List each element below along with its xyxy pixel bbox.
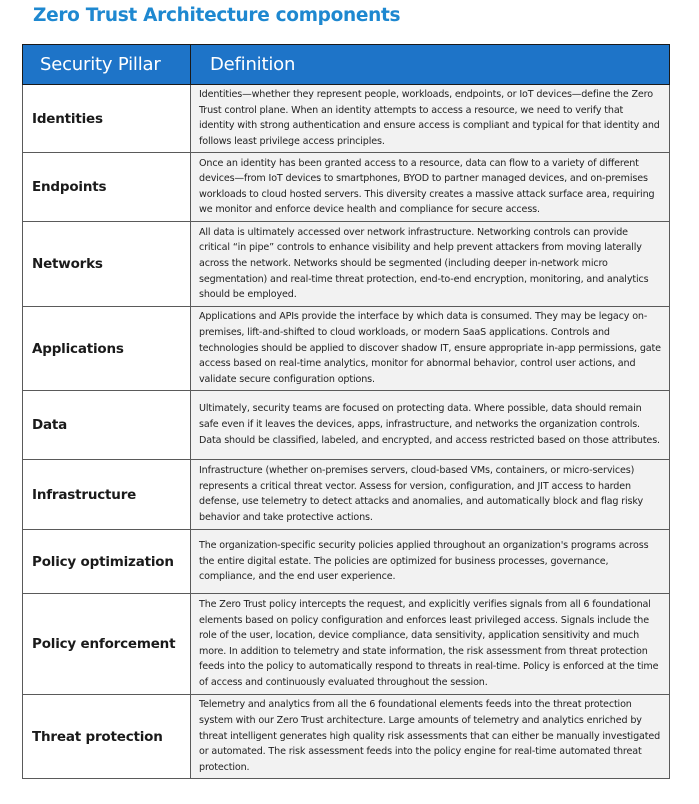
table-row-data xyxy=(23,391,670,460)
table-body xyxy=(23,85,670,779)
page-title: Zero Trust Architecture components xyxy=(33,5,401,26)
definition-cell: The organization-specific security policies applied throughout an organization's programs across the entire digital estate. The policies are optimized for business processes, governance, compliance, and the end user experience. xyxy=(191,530,670,594)
zero-trust-components-table xyxy=(22,44,670,779)
pillar-cell: Endpoints xyxy=(23,153,191,222)
pillar-cell: Policy enforcement xyxy=(23,594,191,695)
pillar-cell: Data xyxy=(23,391,191,460)
table-row-infrastructure xyxy=(23,460,670,530)
table-row-threat-protection xyxy=(23,695,670,779)
column-header-definition: Definition xyxy=(191,45,670,85)
table-row-identities xyxy=(23,85,670,153)
definition-cell: Identities—whether they represent people, workloads, endpoints, or IoT devices—define the Zero Trust control plane. When an identity attempts to access a resource, we need to verify that identity with strong authentication and ensure access is compliant and typical for that identity and follows least privilege access principles. xyxy=(191,85,670,153)
definition-cell: Applications and APIs provide the interface by which data is consumed. They may be legacy on-premises, lift-and-shifted to cloud workloads, or modern SaaS applications. Controls and technologies should be applied to discover shadow IT, ensure appropriate in-app permissions, gate access based on real-time analytics, monitor for abnormal behavior, control user actions, and validate secure configuration options. xyxy=(191,307,670,391)
pillar-cell: Networks xyxy=(23,222,191,307)
table-row-applications xyxy=(23,307,670,391)
pillar-cell: Policy optimization xyxy=(23,530,191,594)
definition-cell: Infrastructure (whether on-premises servers, cloud-based VMs, containers, or micro-services) represents a critical threat vector. Assess for version, configuration, and JIT access to harden defense, use telemetry to detect attacks and anomalies, and automatically block and flag risky behavior and take protective actions. xyxy=(191,460,670,530)
pillar-cell: Identities xyxy=(23,85,191,153)
table-header xyxy=(23,45,670,85)
definition-cell: Once an identity has been granted access to a resource, data can flow to a variety of different devices—from IoT devices to smartphones, BYOD to partner managed devices, and on-premises workloads to cloud hosted servers. This diversity creates a massive attack surface area, requiring we monitor and enforce device health and compliance for secure access. xyxy=(191,153,670,222)
pillar-cell: Infrastructure xyxy=(23,460,191,530)
table-row-endpoints xyxy=(23,153,670,222)
definition-cell: The Zero Trust policy intercepts the request, and explicitly verifies signals from all 6 foundational elements based on policy configuration and enforces least privileged access. Signals include the role of the user, location, device compliance, data sensitivity, application sensitivity and much more. In addition to telemetry and state information, the risk assessment from threat protection feeds into the policy to automatically respond to threats in real-time. Policy is enforced at the time of access and continuously evaluated throughout the session. xyxy=(191,594,670,695)
table-row-networks xyxy=(23,222,670,307)
definition-cell: All data is ultimately accessed over network infrastructure. Networking controls can provide critical “in pipe” controls to enhance visibility and help prevent attackers from moving laterally across the network. Networks should be segmented (including deeper in-network micro segmentation) and real-time threat protection, end-to-end encryption, monitoring, and analytics should be employed. xyxy=(191,222,670,307)
pillar-cell: Threat protection xyxy=(23,695,191,779)
table-row-policy-enforcement xyxy=(23,594,670,695)
table-row-policy-optimization xyxy=(23,530,670,594)
definition-cell: Ultimately, security teams are focused on protecting data. Where possible, data should remain safe even if it leaves the devices, apps, infrastructure, and networks the organization controls. Data should be classified, labeled, and encrypted, and access restricted based on those attributes. xyxy=(191,391,670,460)
definition-cell: Telemetry and analytics from all the 6 foundational elements feeds into the threat protection system with our Zero Trust architecture. Large amounts of telemetry and analytics enriched by threat intelligent generates high quality risk assessments that can either be manually investigated or automated. The risk assessment feeds into the policy engine for real-time automated threat protection. xyxy=(191,695,670,779)
pillar-cell: Applications xyxy=(23,307,191,391)
table-header-row xyxy=(23,45,670,85)
column-header-security-pillar: Security Pillar xyxy=(23,45,191,85)
